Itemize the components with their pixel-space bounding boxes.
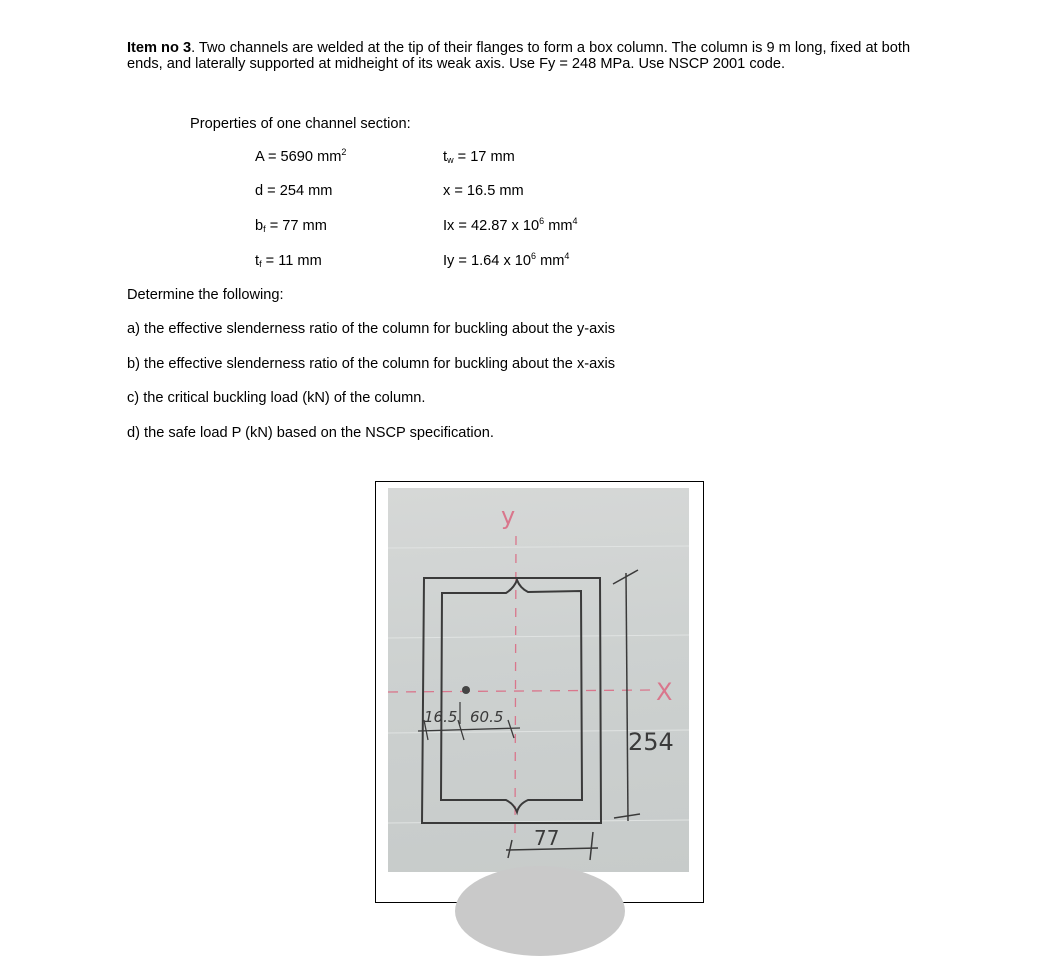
y-axis-label: y [501,502,516,530]
width-dim-label: 77 [534,826,560,850]
question-a: a) the effective slenderness ratio of the column for buckling about the y-axis [127,321,616,337]
prop-area: A = 5690 $mm^2$ [255,147,347,165]
dim-60-5-label: 60.5 [470,708,504,726]
width-dim-tick-right [590,832,593,860]
question-d: d) the safe load P (kN) based on the NSCP specification. [127,425,494,441]
centroid-dot [462,686,470,694]
dim-16-5-label: 16.5 [424,708,458,726]
problem-text: . Two channels are welded at the tip of their flanges to form a box column. The column is 9 m long, fixed at both ends, and laterally supported at midheight of its weak axis. Use Fy = 248 MPa. Use NSCP 2001 code. [127,40,911,73]
height-dim-label: 254 [628,728,674,756]
prop-ix: Ix = 42.87 x $10^6$ $mm^4$ [443,216,578,234]
small-dim-line [418,728,520,731]
prop-depth: d = 254 mm [255,183,333,199]
box-column-sketch-photo [388,488,689,872]
height-dim-tick-bottom [614,814,640,818]
small-dim-tick-3 [508,720,514,738]
question-b: b) the effective slenderness ratio of the column for buckling about the x-axis [127,356,616,372]
question-c: c) the critical buckling load (kN) of the column. [127,390,426,406]
prop-centroid-x: x = 16.5 mm [443,183,524,199]
problem-statement [127,40,947,72]
questions-heading: Determine the following: [127,287,284,303]
prop-flange-width: $b_f = 77$ mm [255,218,327,234]
item-label: Item no 3 [127,40,192,56]
prop-flange-thickness: $t_f = 11$ mm [255,253,322,269]
properties-heading: Properties of one channel section: [190,116,411,132]
x-axis-label: X [656,678,673,706]
height-dim-line [626,573,628,821]
width-dim-tick-left [508,840,512,858]
inner-outline [441,580,582,812]
outer-box [422,578,601,823]
prop-iy: Iy = 1.64 x $10^6$ $mm^4$ [443,251,570,269]
box-column-sketch [388,488,689,872]
prop-web-thickness: $t_w = 17$ mm [443,149,515,165]
x-axis-line [388,690,653,692]
